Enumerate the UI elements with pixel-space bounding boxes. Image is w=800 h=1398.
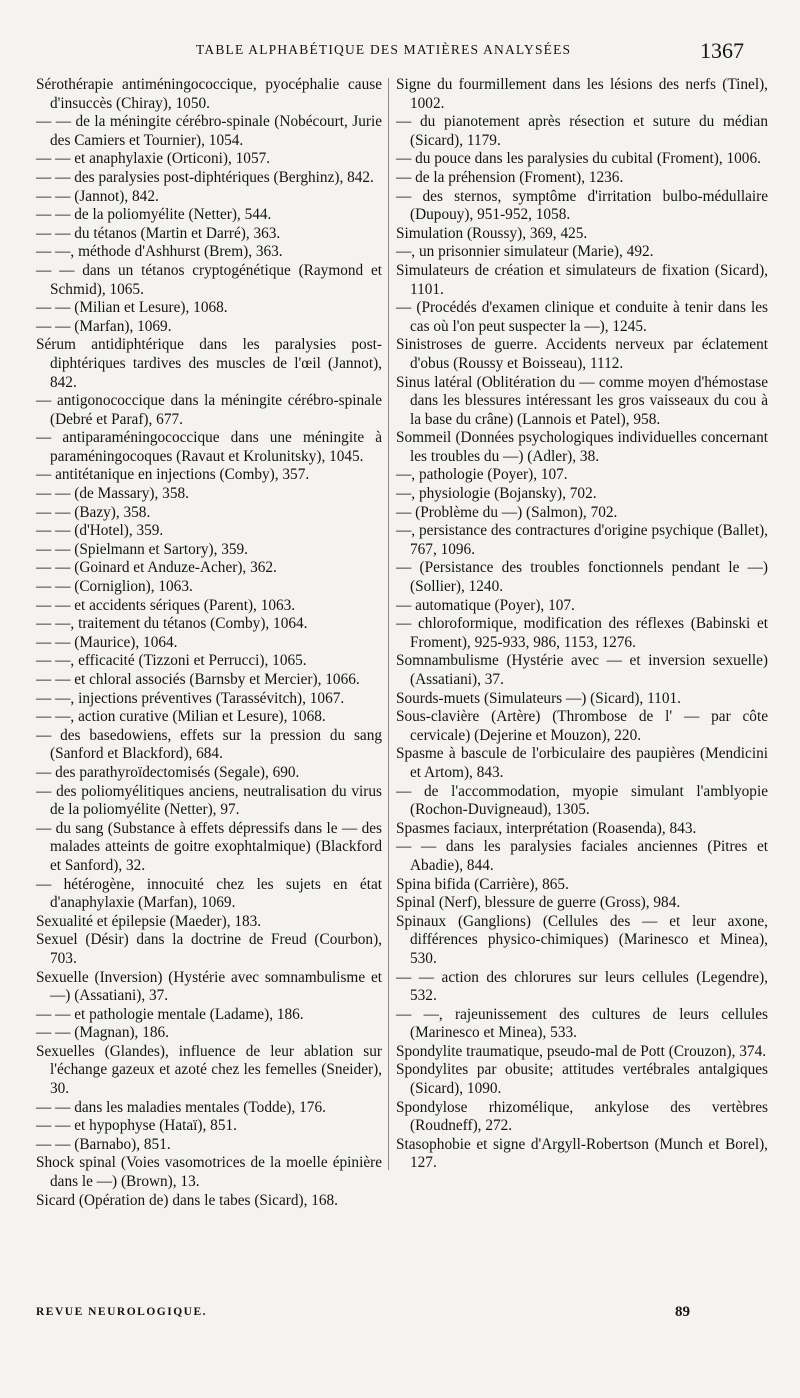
index-columns — [36, 76, 772, 1276]
index-entry: — — action des chlorures sur leurs cellules (Legendre), 532. — [396, 968, 768, 1005]
index-entry: Spondylite traumatique, pseudo-mal de Pott (Crouzon), 374. — [396, 1042, 767, 1060]
index-entry: Sérum antidiphtérique dans les paralysies post-diphtériques tardives des muscles de l'œil (Jannot), 842. — [36, 336, 382, 391]
index-entry: Sexuelles (Glandes), influence de leur ablation sur l'échange gazeux et azoté chez les femelles (Sneider), 30. — [36, 1042, 382, 1098]
index-entry: — (Procédés d'examen clinique et conduite à tenir dans les cas où l'on peut suspecter la —), 1245. — [396, 299, 768, 335]
index-entry: Shock spinal (Voies vasomotrices de la moelle épinière dans le —) (Brown), 13. — [36, 1154, 382, 1191]
index-entry: — du sang (Substance à effets dépressifs dans le — des malades atteints de goitre exophtalmique) (Blackford et Sanford), 32. — [36, 819, 382, 874]
index-entry: Simulation (Roussy), 369, 425. — [396, 224, 588, 242]
index-entry: — — (Barnabo), 851. — [36, 1135, 171, 1153]
index-entry: — — (Maurice), 1064. — [36, 633, 178, 651]
index-entry: — des parathyroïdectomisés (Segale), 690. — [36, 763, 300, 781]
index-entry: — de l'accommodation, myopie simulant l'amblyopie (Rochon-Duvigneaud), 1305. — [396, 782, 768, 819]
running-head — [0, 38, 800, 64]
index-entry: Sicard (Opération de) dans le tabes (Sicard), 168. — [36, 1191, 339, 1209]
index-entry: — hétérogène, innocuité chez les sujets en état d'anaphylaxie (Marfan), 1069. — [36, 875, 382, 912]
index-entry: — — (Bazy), 358. — [36, 503, 151, 521]
index-entry: Sinistroses de guerre. Accidents nerveux par éclatement d'obus (Roussy et Boisseau), 1112. — [396, 336, 768, 372]
index-entry: — automatique (Poyer), 107. — [396, 596, 575, 614]
index-entry: — — et accidents sériques (Parent), 1063. — [36, 596, 296, 614]
index-entry: Spinal (Nerf), blessure de guerre (Gross), 984. — [396, 894, 681, 912]
index-entry: — —, rajeunissement des cultures de leurs cellules (Marinesco et Minea), 533. — [396, 1005, 768, 1042]
index-entry: — des basedowiens, effets sur la pression du sang (Sanford et Blackford), 684. — [36, 726, 382, 763]
index-entry: Spasme à bascule de l'orbiculaire des paupières (Mendicini et Artom), 843. — [396, 745, 768, 781]
index-entry: —, persistance des contractures d'origine psychique (Ballet), 767, 1096. — [396, 522, 768, 558]
index-entry: — (Problème du —) (Salmon), 702. — [396, 503, 618, 521]
index-entry: Spondylose rhizomélique, ankylose des vertèbres (Roudneff), 272. — [396, 1098, 768, 1135]
index-entry: — — et anaphylaxie (Orticoni), 1057. — [36, 150, 271, 168]
index-entry: — — et hypophyse (Hataï), 851. — [36, 1117, 237, 1135]
index-entry: Spina bifida (Carrière), 865. — [396, 875, 569, 893]
index-entry: — —, traitement du tétanos (Comby), 1064. — [36, 615, 308, 633]
index-entry: — —, action curative (Milian et Lesure), 1068. — [36, 708, 326, 726]
index-entry: — (Persistance des troubles fonctionnels pendant le —) (Sollier), 1240. — [396, 559, 768, 596]
index-entry: — antigonococcique dans la méningite cérébro-spinale (Debré et Paraf), 677. — [36, 392, 382, 428]
index-entry: — — et chloral associés (Barnsby et Mercier), 1066. — [36, 671, 360, 688]
index-entry: Sourds-muets (Simulateurs —) (Sicard), 1101. — [396, 689, 681, 707]
index-entry: — antiparaméningococcique dans une méningite à paraméningocoques (Ravaut et Krolunitsky), 1045. — [36, 429, 382, 465]
index-entry: Sous-clavière (Artère) (Thrombose de l' — par côte cervicale) (Dejerine et Mouzon), 220. — [396, 708, 768, 744]
index-entry: — du pouce dans les paralysies du cubital (Froment), 1006. — [396, 150, 761, 168]
index-entry: —, un prisonnier simulateur (Marie), 492. — [396, 243, 654, 261]
index-entry: Somnambulisme (Hystérie avec — et inversion sexuelle) (Assatiani), 37. — [396, 652, 768, 688]
index-entry: — du pianotement après résection et suture du médian (Sicard), 1179. — [396, 113, 768, 149]
index-entry: Stasophobie et signe d'Argyll-Robertson (Munch et Borel), 127. — [396, 1135, 768, 1172]
index-entry: — — (Magnan), 186. — [36, 1024, 169, 1042]
index-entry: — —, efficacité (Tizzoni et Perrucci), 1065. — [36, 652, 307, 670]
index-entry: Sexuel (Désir) dans la doctrine de Freud (Courbon), 703. — [36, 931, 382, 967]
index-entry: — — (Marfan), 1069. — [36, 317, 172, 335]
index-entry: —, pathologie (Poyer), 107. — [396, 466, 568, 484]
index-entry: Spinaux (Ganglions) (Cellules des — et leur axone, différences physico-chimiques) (Marinesco et Minea), 530. — [396, 912, 768, 967]
left-column — [36, 76, 382, 1210]
index-entry: — — (Spielmann et Sartory), 359. — [36, 540, 248, 558]
index-entry: — —, injections préventives (Tarassévitch), 1067. — [36, 689, 345, 707]
index-entry: — — du tétanos (Martin et Darré), 363. — [36, 224, 281, 242]
index-entry: Sexualité et épilepsie (Maeder), 183. — [36, 912, 262, 930]
index-entry: — — (Jannot), 842. — [36, 187, 159, 205]
column-divider — [388, 78, 389, 1170]
index-entry: — — et pathologie mentale (Ladame), 186. — [36, 1005, 304, 1023]
folio-number: 89 — [675, 1304, 690, 1320]
journal-title: REVUE NEUROLOGIQUE. — [36, 1306, 207, 1318]
index-entry: — — dans les paralysies faciales anciennes (Pitres et Abadie), 844. — [396, 838, 768, 874]
index-entry: — — de la poliomyélite (Netter), 544. — [36, 206, 272, 224]
index-entry: Spasmes faciaux, interprétation (Roasenda), 843. — [396, 819, 697, 837]
index-entry: — — (de Massary), 358. — [36, 485, 189, 503]
running-title: TABLE ALPHABÉTIQUE DES MATIÈRES ANALYSÉES — [196, 42, 572, 57]
index-entry: — — (d'Hotel), 359. — [36, 522, 164, 540]
index-entry: Sommeil (Données psychologiques individuelles concernant les troubles du —) (Adler), 38. — [396, 429, 768, 465]
page-footer — [36, 1306, 740, 1328]
index-entry: — chloroformique, modification des réflexes (Babinski et Froment), 925-933, 986, 1153, 1276. — [396, 615, 768, 651]
index-entry: — — (Corniglion), 1063. — [36, 578, 193, 596]
index-entry: — — (Goinard et Anduze-Acher), 362. — [36, 559, 277, 577]
index-entry: Sexuelle (Inversion) (Hystérie avec somnambulisme et —) (Assatiani), 37. — [36, 968, 382, 1005]
index-entry: Sérothérapie antiméningococcique, pyocéphalie cause d'insuccès (Chiray), 1050. — [36, 76, 382, 112]
right-column — [396, 76, 768, 1173]
index-entry: — — de la méningite cérébro-spinale (Nobécourt, Jurie des Camiers et Tournier), 1054. — [36, 113, 382, 149]
index-entry: — des sternos, symptôme d'irritation bulbo-médullaire (Dupouy), 951-952, 1058. — [396, 187, 768, 224]
index-entry: Simulateurs de création et simulateurs de fixation (Sicard), 1101. — [396, 261, 768, 298]
index-entry: Signe du fourmillement dans les lésions des nerfs (Tinel), 1002. — [396, 76, 768, 112]
index-entry: — antitétanique en injections (Comby), 357. — [36, 466, 310, 484]
index-entry: — — des paralysies post-diphtériques (Berghinz), 842. — [36, 168, 374, 186]
index-entry: Sinus latéral (Oblitération du — comme moyen d'hémostase dans les blessures intéressant les gros vaisseaux du cou à la base du crâne) (Lannois et Patel), 958. — [396, 373, 768, 428]
index-entry: — —, méthode d'Ashhurst (Brem), 363. — [36, 243, 283, 261]
index-entry: — — dans un tétanos cryptogénétique (Raymond et Schmid), 1065. — [36, 261, 382, 298]
index-entry: — des poliomyélitiques anciens, neutralisation du virus de la poliomyélite (Netter), 97. — [36, 782, 382, 819]
index-entry: — — dans les maladies mentales (Todde), 176. — [36, 1098, 326, 1116]
page-number: 1367 — [700, 38, 744, 63]
index-entry: —, physiologie (Bojansky), 702. — [396, 485, 597, 503]
index-entry: — — (Milian et Lesure), 1068. — [36, 299, 228, 317]
index-entry: Spondylites par obusite; attitudes vertébrales antalgiques (Sicard), 1090. — [396, 1061, 768, 1098]
index-entry: — de la préhension (Froment), 1236. — [396, 168, 624, 186]
